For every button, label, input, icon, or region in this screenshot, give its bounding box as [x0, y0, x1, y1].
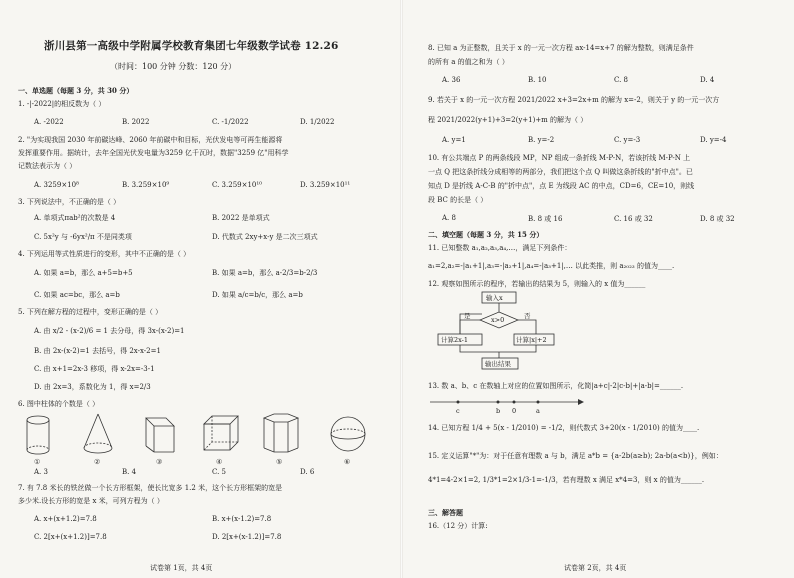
q5-option-b: B. 由 2x-(x-2)=1 去括号，得 2x-x-2=1 — [34, 347, 161, 355]
q8-option-d: D. 4 — [700, 76, 715, 84]
page-2-footer: 试卷第 2页，共 4页 — [564, 564, 627, 572]
q2-option-b: B. 3.259×10⁹ — [122, 181, 170, 189]
question-11-line-2: a₁=2,a₂=-|a₁+1|,a₃=-|a₂+1|,a₄=-|a₃+1|,… 以此类推，则 a₂₀₂₃ 的值为____. — [428, 262, 675, 270]
q4-option-b: B. 如果 a=b，那么 a-2/3=b-2/3 — [212, 269, 318, 277]
question-8-line-2: 的所有 a 的值之和为（ ） — [428, 58, 509, 66]
question-4: 4. 下列运用等式性质进行的变形，其中不正确的是（ ） — [18, 250, 191, 258]
question-10-line-2: 一点 Q 把这条折线分成相等的两部分，我们把这个点 Q 叫做这条折线的"折中点"。已 — [428, 168, 693, 176]
q6-option-d: D. 6 — [300, 468, 315, 476]
q10-option-d: D. 8 或 32 — [700, 215, 735, 223]
exam-title: 浙川县第一高级中学附属学校教育集团七年级数学试卷 12.26 — [44, 40, 339, 52]
question-2-line-2: 发挥重要作用。据统计，去年全国光伏发电量为3259 亿千瓦时，数据"3259 亿"用科学 — [18, 149, 289, 157]
flow-yes-text: 是 — [464, 312, 471, 320]
sphere-shape — [331, 417, 365, 451]
question-14: 14. 已知方程 1/4 + 5(x - 1/2010) = -1/2，则代数式 3+20(x - 1/2010) 的值为____. — [428, 424, 700, 432]
solid-label-5: ⑤ — [276, 458, 283, 466]
flow-output-text: 输出结果 — [485, 360, 511, 368]
question-2-line-3: 记数法表示为（ ） — [18, 162, 77, 170]
flow-no-text: 否 — [524, 312, 531, 320]
hexagonal-prism-shape — [264, 414, 298, 452]
q9-option-a: A. y=1 — [442, 136, 466, 144]
solid-label-6: ⑥ — [344, 458, 351, 466]
page-1-footer: 试卷第 1页，共 4页 — [150, 564, 213, 572]
q6-option-b: B. 4 — [122, 468, 137, 476]
axis-label-c: c — [456, 407, 460, 415]
question-9-line-1: 9. 若关于 x 的一元一次方程 2021/2022 x+3=2x+m 的解为 x=-2，则关于 y 的一元一次方 — [428, 96, 720, 104]
solid-label-2: ② — [94, 458, 101, 466]
q10-option-b: B. 8 或 16 — [528, 215, 563, 223]
exam-subtitle: （时间：100 分钟 分数：120 分） — [110, 62, 237, 71]
question-15-line-2: 4*1=4-2×1=2, 1/3*1=2×1/3-1=-1/3，若有理数 x 满足 x*4=3，则 x 的值为______. — [428, 476, 705, 484]
question-3: 3. 下列说法中，不正确的是（ ） — [18, 198, 121, 206]
question-13: 13. 数 a、b、c 在数轴上对应的位置如图所示，化简|a+c|-2|c-b|+|a-b|=______. — [428, 382, 684, 390]
cone-shape — [84, 414, 112, 453]
axis-label-b: b — [496, 407, 501, 415]
q3-option-a: A. 单项式πab²的次数是 4 — [34, 214, 116, 222]
q4-option-c: C. 如果 ac=bc，那么 a=b — [34, 291, 120, 299]
flow-right-text: 计算|x|+2 — [516, 336, 547, 344]
q1-option-b: B. 2022 — [122, 118, 150, 126]
q8-option-b: B. 10 — [528, 76, 547, 84]
q3-option-b: B. 2022 是单项式 — [212, 214, 270, 222]
q7-option-a: A. x+(x+1.2)=7.8 — [34, 515, 97, 523]
flowchart — [436, 290, 556, 374]
axis-label-0: 0 — [512, 407, 517, 415]
cuboid-shape — [204, 416, 238, 450]
q5-option-d: D. 由 2x=3，系数化为 1，得 x=2/3 — [34, 383, 151, 391]
question-8-line-1: 8. 已知 a 为正整数，且关于 x 的一元一次方程 ax-14=x+7 的解为整数，则满足条件 — [428, 44, 694, 52]
section-single-choice: 一、单选题（每题 3 分，共 30 分） — [18, 86, 134, 95]
q1-option-c: C. -1/2022 — [212, 118, 249, 126]
q1-option-a: A. -2022 — [34, 118, 64, 126]
q5-option-c: C. 由 x+1=2x-3 移项，得 x-2x=-3-1 — [34, 365, 155, 373]
exam-page-2 — [402, 0, 794, 578]
q3-option-c: C. 5x²y 与 -6yx²/π 不是同类项 — [34, 233, 132, 241]
solid-label-3: ③ — [156, 458, 163, 466]
q6-option-c: C. 5 — [212, 468, 227, 476]
q10-option-a: A. 8 — [442, 214, 456, 222]
q2-option-d: D. 3.259×10¹¹ — [300, 181, 351, 189]
number-line — [428, 394, 588, 416]
cylinder-shape — [27, 416, 49, 454]
triangular-prism-shape — [146, 418, 174, 452]
flow-input-text: 输入x — [486, 294, 503, 302]
axis-label-a: a — [536, 407, 540, 415]
question-1: 1. -|-2022|的相反数为（ ） — [18, 100, 106, 108]
q2-option-c: C. 3.259×10¹⁰ — [212, 181, 262, 189]
section-fill-blank: 二、填空题（每题 3 分，共 15 分） — [428, 230, 544, 239]
flow-left-text: 计算2x-1 — [441, 336, 469, 344]
flow-cond-text: x>0 — [491, 316, 505, 324]
question-10-line-3: 知点 D 是折线 A-C-B 的"折中点"，点 E 为线段 AC 的中点，CD=6，CE=10，则线 — [428, 182, 695, 190]
q7-option-c: C. 2[x+(x+1.2)]=7.8 — [34, 533, 107, 541]
section-answer: 三、解答题 — [428, 508, 463, 517]
q9-option-d: D. y=-4 — [700, 136, 727, 144]
q4-option-d: D. 如果 a/c=b/c，那么 a=b — [212, 291, 303, 299]
q9-option-c: C. y=-3 — [614, 136, 641, 144]
q2-option-a: A. 3259×10⁸ — [34, 181, 79, 189]
question-10-line-4: 段 BC 的长是（ ） — [428, 196, 488, 204]
question-5: 5. 下列在解方程的过程中，变形正确的是（ ） — [18, 308, 163, 316]
q8-option-a: A. 36 — [442, 76, 461, 84]
q7-option-d: D. 2[x+(x-1.2)]=7.8 — [212, 533, 282, 541]
q7-option-b: B. x+(x-1.2)=7.8 — [212, 515, 272, 523]
q6-option-a: A. 3 — [34, 468, 48, 476]
question-15-line-1: 15. 定义运算"*"为：对于任意有理数 a 与 b，满足 a*b = {a-2b(a≥b); 2a-b(a<b)}，例如： — [428, 452, 723, 460]
q4-option-a: A. 如果 a=b，那么 a+5=b+5 — [34, 269, 133, 277]
q3-option-d: D. 代数式 2xy+x-y 是二次三项式 — [212, 233, 318, 241]
q9-option-b: B. y=-2 — [528, 136, 555, 144]
q5-option-a: A. 由 x/2 - (x-2)/6 = 1 去分母，得 3x-(x-2)=1 — [34, 327, 185, 335]
question-2-line-1: 2. "为实现我国 2030 年前碳达峰、2060 年前碳中和目标，光伏发电等可再生能源将 — [18, 136, 283, 144]
question-11: 11. 已知整数 a₁,a₂,a₃,a₄,…，满足下列条件： — [428, 244, 572, 252]
solid-label-4: ④ — [216, 458, 223, 466]
question-6: 6. 图中柱体的个数是（ ） — [18, 400, 100, 408]
q1-option-d: D. 1/2022 — [300, 118, 335, 126]
question-9-line-2: 程 2021/2022(y+1)+3=2(y+1)+m 的解为（ ） — [428, 116, 588, 124]
solids-figure — [18, 410, 388, 466]
question-12: 12. 观察如图所示的程序，若输出的结果为 5，则输入的 x 值为______ — [428, 280, 646, 288]
question-7-line-2: 多少米.设长方形的宽是 x 米，可列方程为（ ） — [18, 497, 164, 505]
question-7-line-1: 7. 有 7.8 米长的铁丝做一个长方形框架，使长比宽多 1.2 米，这个长方形框架的宽是 — [18, 484, 283, 492]
q10-option-c: C. 16 或 32 — [614, 215, 653, 223]
solid-label-1: ① — [34, 458, 41, 466]
question-10-line-1: 10. 有公共端点 P 的两条线段 MP，NP 组成一条折线 M-P-N，若该折线 M-P-N 上 — [428, 154, 691, 162]
question-16: 16.（12 分）计算: — [428, 522, 488, 530]
q8-option-c: C. 8 — [614, 76, 629, 84]
